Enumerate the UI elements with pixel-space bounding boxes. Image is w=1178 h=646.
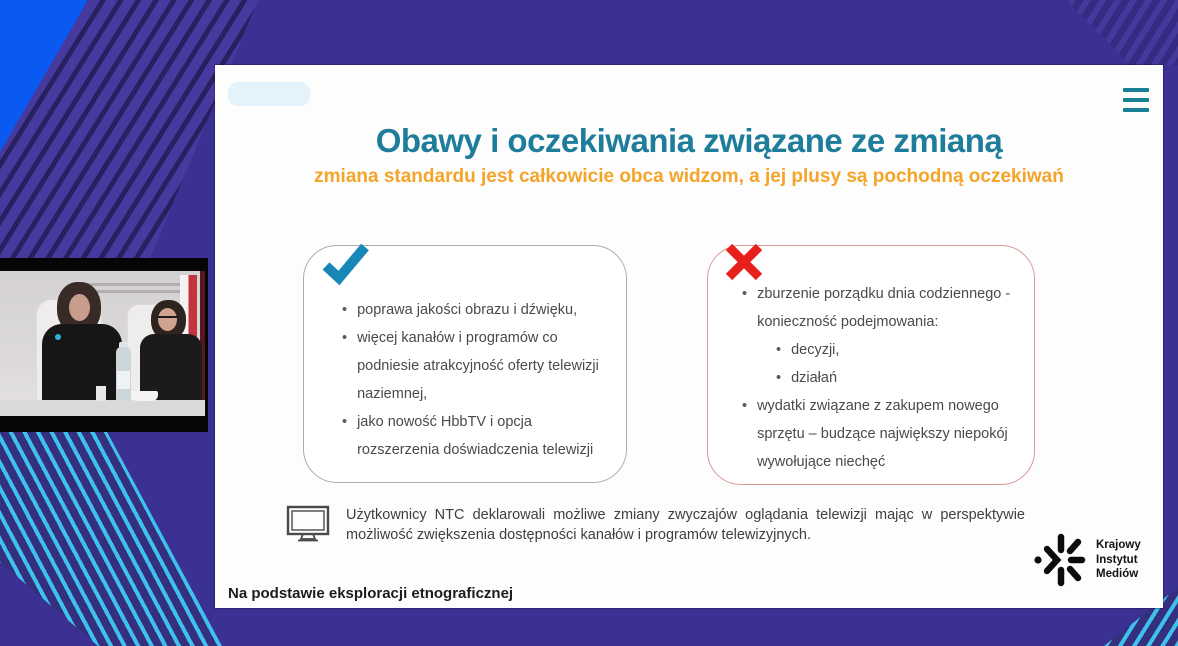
list-item [742, 392, 1012, 476]
conference-table [0, 400, 205, 416]
organization-logo [1033, 531, 1141, 589]
glass [96, 386, 106, 401]
list-item [342, 408, 602, 464]
logo-line: Krajowy [1096, 539, 1141, 552]
list-item [342, 296, 602, 324]
tv-icon [286, 505, 330, 543]
cons-sub-item-text: działań [791, 370, 838, 386]
presentation-slide [215, 65, 1163, 608]
bullet-glyph: • [776, 370, 782, 386]
bullet-glyph: • [776, 342, 782, 358]
pros-item-text: więcej kanałów i programów co podniesie atrakcyjność oferty telewizji naziemnej, [357, 330, 599, 402]
speaker-video-feed[interactable] [0, 258, 208, 432]
panelist-two-face [158, 308, 177, 331]
bullet-glyph: • [342, 302, 348, 318]
slide-subtitle: zmiana standardu jest całkowicie obca widzom, a jej plusy są pochodną oczekiwań [314, 166, 1064, 187]
cons-item-text: zburzenie porządku dnia codziennego - konieczność podejmowania: [757, 286, 1011, 330]
note-text: Użytkownicy NTC deklarowali możliwe zmiany zwyczajów oglądania telewizji mając w perspektywie możliwość zwiększenia dostępności kanałów i programów telewizyjnych. [346, 507, 1025, 543]
cons-list [708, 246, 1034, 476]
pros-item-text: poprawa jakości obrazu i dźwięku, [357, 302, 578, 318]
list-item [742, 280, 1012, 336]
panelist-two-glasses [157, 316, 178, 318]
logo-line: Instytut [1096, 553, 1138, 566]
cyan-stripes-bottom-left [0, 430, 225, 646]
list-item [342, 324, 602, 408]
slide-title: Obawy i oczekiwania związane ze zmianą [375, 122, 1003, 159]
speaker-one-face [69, 294, 90, 321]
slide-note [286, 505, 1046, 545]
bullet-glyph: • [342, 330, 348, 346]
diagonal-stripes-top-right [1038, 0, 1178, 65]
pros-item-text: jako nowość HbbTV i opcja rozszerzenia doświadczenia telewizji [357, 414, 594, 458]
cons-sub-item-text: decyzji, [791, 342, 840, 358]
menu-bar [1123, 88, 1149, 92]
pros-list [304, 246, 626, 464]
pros-card [303, 245, 627, 483]
slide-decor-highlight [228, 82, 310, 106]
starburst-logo-icon [1033, 531, 1087, 589]
cons-sub-list [776, 336, 1012, 392]
bullet-glyph: • [742, 286, 748, 302]
bullet-glyph: • [342, 414, 348, 430]
list-item [776, 336, 1012, 364]
source-footnote: Na podstawie eksploracji etnograficznej [228, 585, 514, 602]
bullet-glyph: • [742, 398, 748, 414]
microphone-badge [55, 334, 61, 340]
menu-bar [1123, 98, 1149, 102]
menu-bar [1123, 108, 1149, 112]
logo-text [1096, 538, 1141, 582]
cons-item-text: wydatki związane z zakupem nowego sprzętu – budzące największy niepokój wywołujące niechęć [757, 398, 1008, 470]
hamburger-menu-icon[interactable] [1123, 88, 1149, 112]
cup [131, 391, 158, 401]
water-bottle-label [117, 371, 130, 389]
cons-card [707, 245, 1035, 485]
list-item [776, 364, 1012, 392]
video-frame [0, 271, 205, 416]
logo-line: Mediów [1096, 568, 1139, 581]
